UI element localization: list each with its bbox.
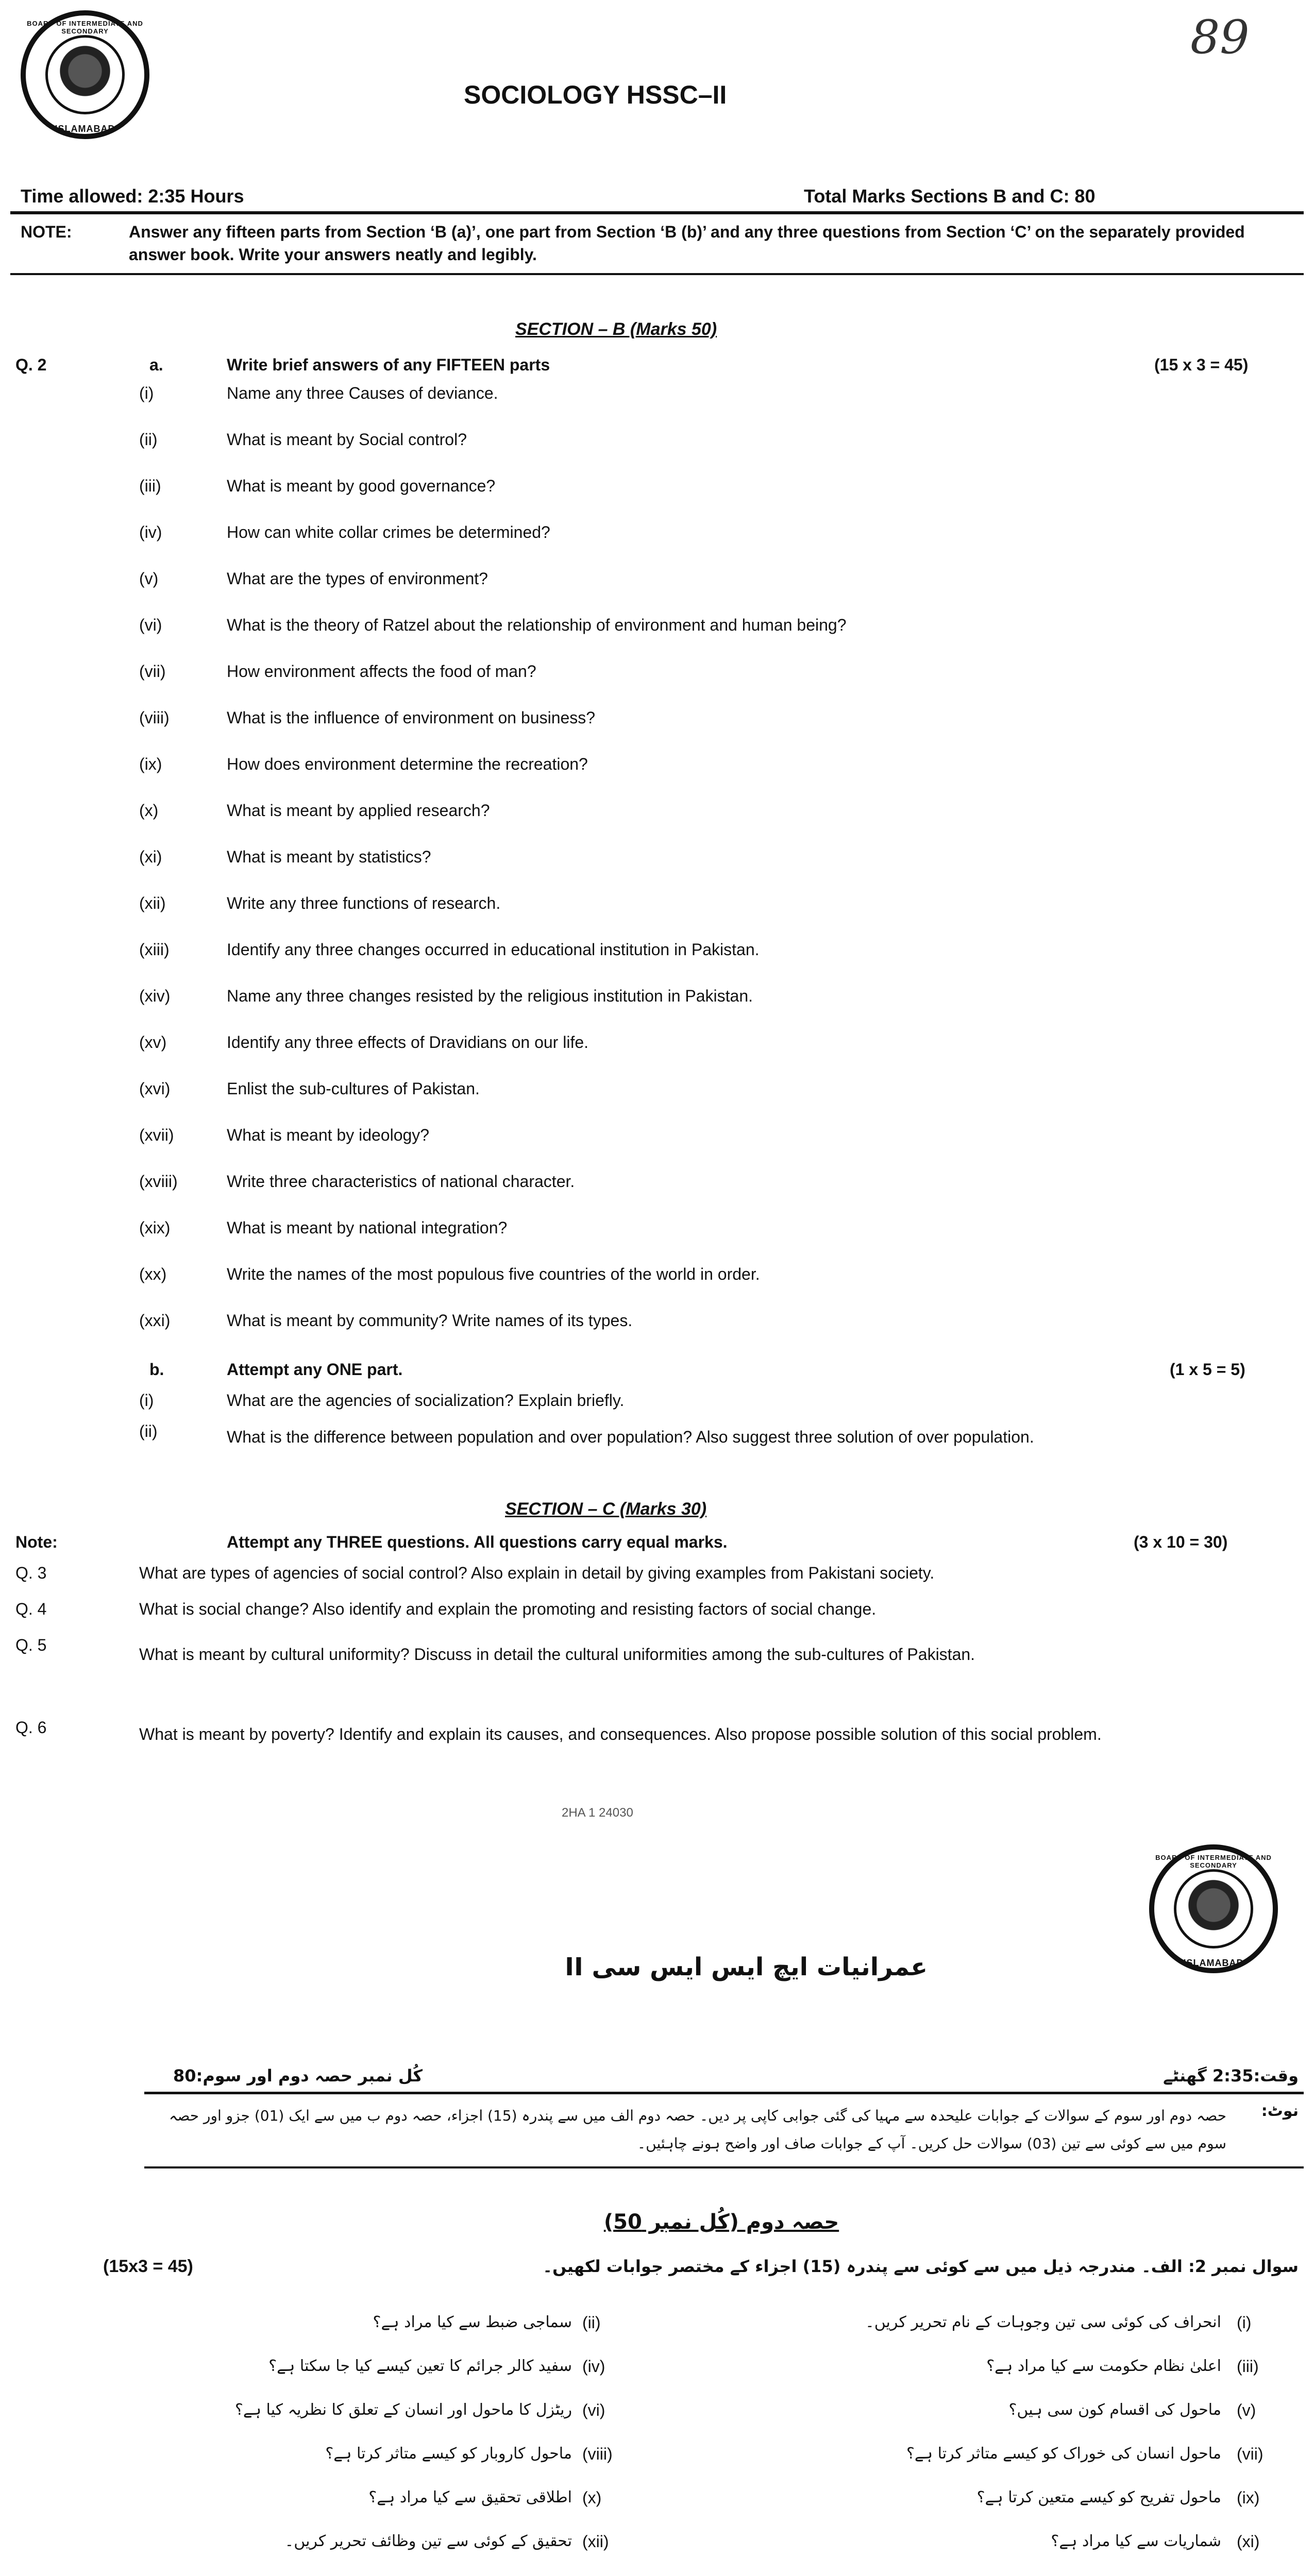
note-rule [10,273,1304,275]
total-marks: Total Marks Sections B and C: 80 [804,185,1096,207]
urdu-item-num: (iii) [1237,2357,1259,2376]
part-b-instruction: Attempt any ONE part. [227,1360,403,1379]
part-b-marks: (1 x 5 = 5) [1170,1360,1245,1379]
urdu-item-text: ماحول تفریح کو کیسے متعین کرتا ہے؟ [976,2488,1221,2506]
urdu-q2-instruction: سوال نمبر 2: الف۔ مندرجہ ذیل میں سے کوئی سے پندرہ (15) اجزاء کے مختصر جوابات لکھیں۔ [543,2257,1299,2276]
part-a-item-num: (ix) [139,755,162,773]
page-title: SOCIOLOGY HSSC–II [464,80,727,109]
part-a-item-text: How does environment determine the recreation? [227,755,588,773]
part-a-item-num: (xix) [139,1218,171,1237]
section-c-note: Attempt any THREE questions. All questions carry equal marks. [227,1533,728,1551]
part-a-item-num: (xv) [139,1033,167,1052]
part-a-item-text: What is meant by Social control? [227,430,467,449]
urdu-item-num: (i) [1237,2313,1252,2332]
part-a-item-num: (x) [139,801,159,820]
part-a-item-num: (xiv) [139,987,171,1005]
part-a-item-text: How environment affects the food of man? [227,662,536,681]
part-a-instruction: Write brief answers of any FIFTEEN parts [227,355,550,374]
part-a-item-text: What is meant by statistics? [227,848,431,866]
part-a-item-text: What is meant by applied research? [227,801,490,820]
part-a-item-num: (xxi) [139,1311,171,1330]
part-a-item-num: (vii) [139,662,166,681]
part-a-item-num: (xvii) [139,1126,174,1144]
q6-text: What is meant by poverty? Identify and explain its causes, and consequences. Also propose possible solution of this social problem. [139,1725,1102,1743]
part-a-item-text: What is meant by ideology? [227,1126,430,1144]
part-a-marks: (15 x 3 = 45) [1154,355,1249,374]
page-number-handwritten: 89 [1190,10,1250,64]
board-seal [21,10,149,139]
urdu-item-num: (v) [1237,2401,1256,2419]
urdu-section-b-heading: حصہ دوم (کُل نمبر 50) [603,2210,839,2234]
urdu-item-num: (ii) [582,2313,601,2332]
footer-code: 2HA 1 24030 [562,1806,633,1820]
urdu-item-text: سفید کالر جرائم کا تعین کیسے کیا جا سکتا ہے؟ [268,2357,572,2375]
section-b-heading: SECTION – B (Marks 50) [515,319,717,339]
part-a-item-num: (xvi) [139,1079,171,1098]
urdu-header-rule [144,2092,1304,2094]
seal-bottom-text: ISLAMABAD [55,124,115,134]
part-a-item-text: Enlist the sub-cultures of Pakistan. [227,1079,480,1098]
part-a-item-text: Write any three functions of research. [227,894,501,912]
part-a-item-text: What is the influence of environment on business? [227,708,596,727]
section-c-note-label: Note: [15,1533,58,1551]
part-a-item-text: Name any three changes resisted by the religious institution in Pakistan. [227,987,753,1005]
part-a-item-text: What is meant by national integration? [227,1218,508,1237]
part-a-item-num: (v) [139,569,159,588]
part-a-label: a. [149,355,163,374]
q4-text: What is social change? Also identify and explain the promoting and resisting factors of social change. [139,1600,877,1618]
urdu-item-text: سماجی ضبط سے کیا مراد ہے؟ [373,2313,572,2331]
urdu-note-text: حصہ دوم اور سوم کے سوالات کے جوابات علیحدہ سے مہیا کی گئی جوابی کاپی پر دیں۔ حصہ دوم الف میں سے پندرہ (15) اجزاء، حصہ دوم ب میں سے ایک (01) جزو اور حصہ سوم میں سے کوئی سے تین (03) سوالات حل کریں۔ آپ کے جوابات صاف اور واضح ہونے چاہئیں۔ [169,2107,1226,2152]
part-a-item-num: (ii) [139,430,158,449]
section-c-heading: SECTION – C (Marks 30) [505,1499,707,1519]
part-a-item-text: Identify any three effects of Dravidians on our life. [227,1033,589,1052]
seal-emblem-icon [45,35,125,114]
part-a-item-num: (viii) [139,708,170,727]
part-b-item-text: What are the agencies of socialization? Explain briefly. [227,1391,625,1410]
urdu-item-text: اطلاقی تحقیق سے کیا مراد ہے؟ [368,2488,572,2506]
seal-top-text: BOARD OF INTERMEDIATE AND SECONDARY [27,20,143,35]
urdu-item-num: (iv) [582,2357,605,2376]
urdu-item-num: (xi) [1237,2532,1260,2551]
urdu-total-marks: کُل نمبر حصہ دوم اور سوم:80 [173,2066,423,2086]
note-label: NOTE: [21,223,72,241]
urdu-item-num: (ix) [1237,2488,1260,2507]
part-b-label: b. [149,1360,164,1379]
urdu-item-text: ماحول کاروبار کو کیسے متاثر کرتا ہے؟ [325,2445,572,2463]
q3-num: Q. 3 [15,1564,47,1582]
board-seal-urdu [1149,1844,1278,1973]
q6-num: Q. 6 [15,1718,47,1737]
part-a-item-num: (i) [139,384,154,402]
urdu-item-text: انحراف کی کوئی سی تین وجوہات کے نام تحریر کریں۔ [865,2313,1221,2331]
urdu-item-text: شماریات سے کیا مراد ہے؟ [1051,2532,1221,2550]
part-a-item-num: (xx) [139,1265,167,1283]
seal-emblem-icon [1174,1869,1253,1948]
part-a-item-num: (xii) [139,894,166,912]
urdu-item-num: (vi) [582,2401,605,2419]
section-c-marks: (3 x 10 = 30) [1134,1533,1228,1551]
urdu-item-text: ماحول انسان کی خوراک کو کیسے متاثر کرتا ہے؟ [906,2445,1221,2463]
urdu-q2-marks: (15x3 = 45) [103,2257,193,2276]
q5-num: Q. 5 [15,1636,47,1654]
q3-text: What are types of agencies of social control? Also explain in detail by giving examples from Pakistani society. [139,1564,935,1582]
part-a-item-text: Write three characteristics of national character. [227,1172,575,1191]
part-b-item-num: (i) [139,1391,154,1410]
urdu-time: وقت:2:35 گھنٹے [1163,2066,1299,2086]
urdu-item-text: ماحول کی اقسام کون سی ہیں؟ [1008,2401,1221,2419]
urdu-note-label: نوٹ: [1261,2102,1299,2120]
part-a-item-num: (iii) [139,477,161,495]
part-a-item-text: Write the names of the most populous five countries of the world in order. [227,1265,760,1283]
seal-top-text: BOARD OF INTERMEDIATE AND SECONDARY [1155,1854,1272,1869]
time-allowed: Time allowed: 2:35 Hours [21,185,244,207]
q2-label: Q. 2 [15,355,47,374]
urdu-item-num: (x) [582,2488,602,2507]
part-a-item-text: Name any three Causes of deviance. [227,384,498,402]
urdu-item-text: اعلیٰ نظام حکومت سے کیا مراد ہے؟ [986,2357,1221,2375]
urdu-item-num: (viii) [582,2445,613,2463]
part-a-item-num: (xiii) [139,940,170,959]
part-a-item-text: What is meant by good governance? [227,477,496,495]
part-a-item-num: (iv) [139,523,162,541]
urdu-item-num: (vii) [1237,2445,1264,2463]
urdu-item-text: ریٹزل کا ماحول اور انسان کے تعلق کا نظریہ کیا ہے؟ [234,2401,572,2419]
urdu-note-rule [144,2166,1304,2168]
header-rule [10,211,1304,214]
note-text: Answer any fifteen parts from Section ‘B (a)’, one part from Section ‘B (b)’ and any three questions from Section ‘C’ on the separately provided answer book. Write your answers neatly and legibly. [129,223,1245,264]
seal-bottom-text: ISLAMABAD [1183,1958,1244,1968]
urdu-item-text: تحقیق کے کوئی سے تین وظائف تحریر کریں۔ [284,2532,572,2550]
part-b-item-num: (ii) [139,1422,158,1440]
part-a-item-num: (xi) [139,848,162,866]
part-a-item-text: Identify any three changes occurred in educational institution in Pakistan. [227,940,760,959]
part-a-item-text: What are the types of environment? [227,569,488,588]
urdu-item-num: (xii) [582,2532,609,2551]
q5-text: What is meant by cultural uniformity? Discuss in detail the cultural uniformities among the sub-cultures of Pakistan. [139,1645,975,1664]
urdu-title: عمرانیات ایچ ایس ایس سی II [565,1953,928,1981]
part-a-item-text: What is meant by community? Write names of its types. [227,1311,633,1330]
part-a-item-num: (xviii) [139,1172,178,1191]
part-b-item-text: What is the difference between population and over population? Also suggest three solution of over population. [227,1428,1034,1446]
part-a-item-text: How can white collar crimes be determined? [227,523,550,541]
part-a-item-text: What is the theory of Ratzel about the relationship of environment and human being? [227,616,847,634]
part-a-item-num: (vi) [139,616,162,634]
q4-num: Q. 4 [15,1600,47,1618]
